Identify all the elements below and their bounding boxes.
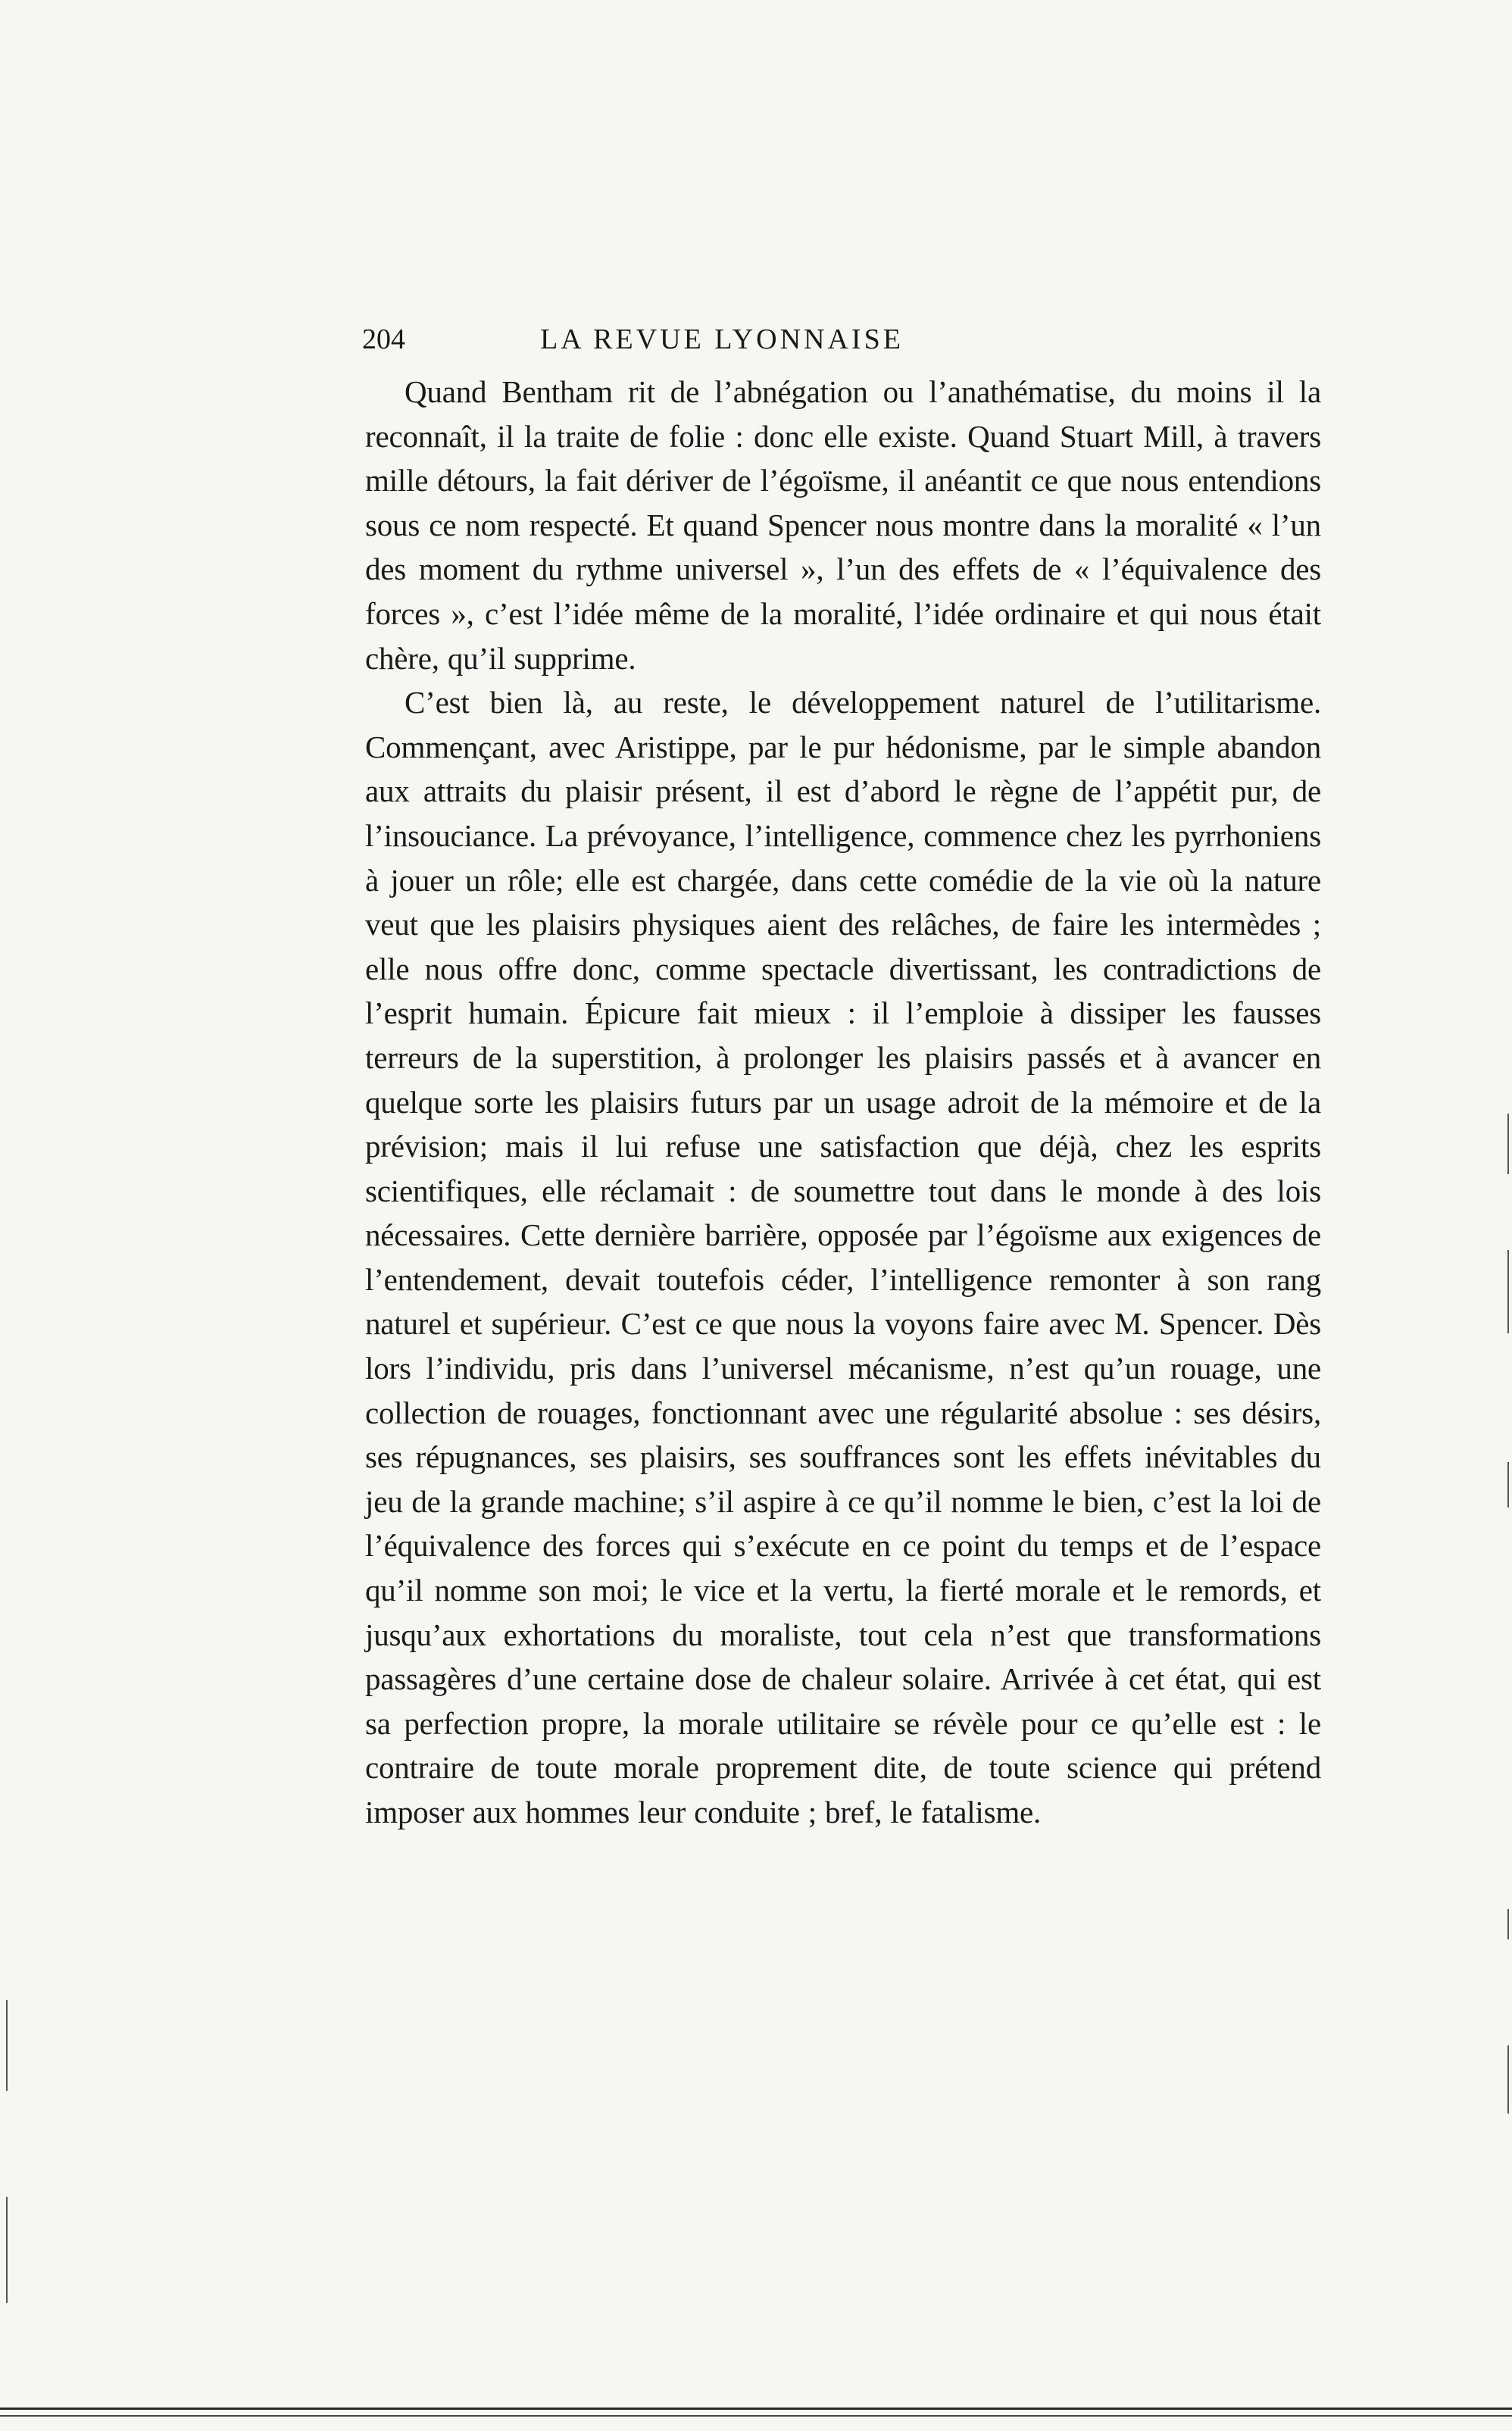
bottom-scan-edge	[0, 2408, 1512, 2410]
scan-margin-mark	[1507, 1909, 1509, 1939]
scan-margin-mark	[1507, 1250, 1509, 1333]
paragraph-2: C’est bien là, au reste, le développement naturel de l’utilitarisme. Commençant, avec Aristippe, par le pur hédonisme, par le simple abandon aux attraits du plaisir présent, il est d’abord le règne de l’appétit pur, de l’insouciance. La prévoyance, l’intelligence, commence chez les pyrrhoniens à jouer un rôle; elle est chargée, dans cette comédie de la vie où la nature veut que les plaisirs physiques aient des relâches, de faire les intermèdes ; elle nous offre donc, comme spectacle divertissant, les contradictions de l’esprit humain. Épicure fait mieux : il l’emploie à dissiper les fausses terreurs de la superstition, à prolonger les plaisirs passés et à avancer en quelque sorte les plaisirs futurs par un usage adroit de la mémoire et de la prévision; mais il lui refuse une satisfaction que déjà, chez les esprits scientifiques, elle réclamait : de soumettre tout dans le monde à des lois nécessaires. Cette dernière barrière, opposée par l’égoïsme aux exigences de l’entendement, devait toutefois céder, l’intelligence remonter à son rang naturel et supérieur. C’est ce que nous la voyons faire avec M. Spencer. Dès lors l’individu, pris dans l’universel mécanisme, n’est qu’un rouage, une collection de rouages, fonctionnant avec une régularité absolue : ses désirs, ses répugnances, ses plaisirs, ses souffrances sont les effets inévitables du jeu de la grande machine; s’il aspire à ce qu’il nomme le bien, c’est la loi de l’équivalence des forces qui s’exécute en ce point du temps et de l’espace qu’il nomme son moi; le vice et la vertu, la fierté morale et le remords, et jusqu’aux exhortations du moraliste, tout cela n’est que transformations passagères d’une certaine dose de chaleur solaire. Arrivée à cet état, qui est sa perfection propre, la morale utilitaire se révèle pour ce qu’elle est : le contraire de toute morale proprement dite, de toute science qui prétend imposer aux hommes leur conduite ; bref, le fatalisme.	[365, 685, 1321, 1829]
paragraph-1: Quand Bentham rit de l’abnégation ou l’anathématise, du moins il la reconnaît, il la traite de folie : donc elle existe. Quand Stuart Mill, à travers mille détours, la fait dériver de l’égoïsme, il anéantit ce que nous entendions sous ce nom respecté. Et quand Spencer nous montre dans la moralité « l’un des moment du rythme universel », l’un des effets de « l’équivalence des forces », c’est l’idée même de la moralité, l’idée ordinaire et qui nous était chère, qu’il supprime.	[365, 374, 1321, 676]
scan-margin-mark	[1507, 2045, 1509, 2114]
scan-margin-mark	[1507, 1114, 1509, 1174]
journal-title: LA REVUE LYONNAISE	[540, 323, 904, 355]
page-number: 204	[362, 323, 405, 355]
scan-margin-mark	[1507, 1462, 1509, 1508]
bottom-scan-edge-secondary	[0, 2415, 1512, 2417]
scan-margin-mark	[6, 2000, 8, 2091]
running-head	[362, 317, 1014, 362]
scan-margin-mark	[6, 2197, 8, 2303]
text-column	[365, 370, 1321, 1835]
